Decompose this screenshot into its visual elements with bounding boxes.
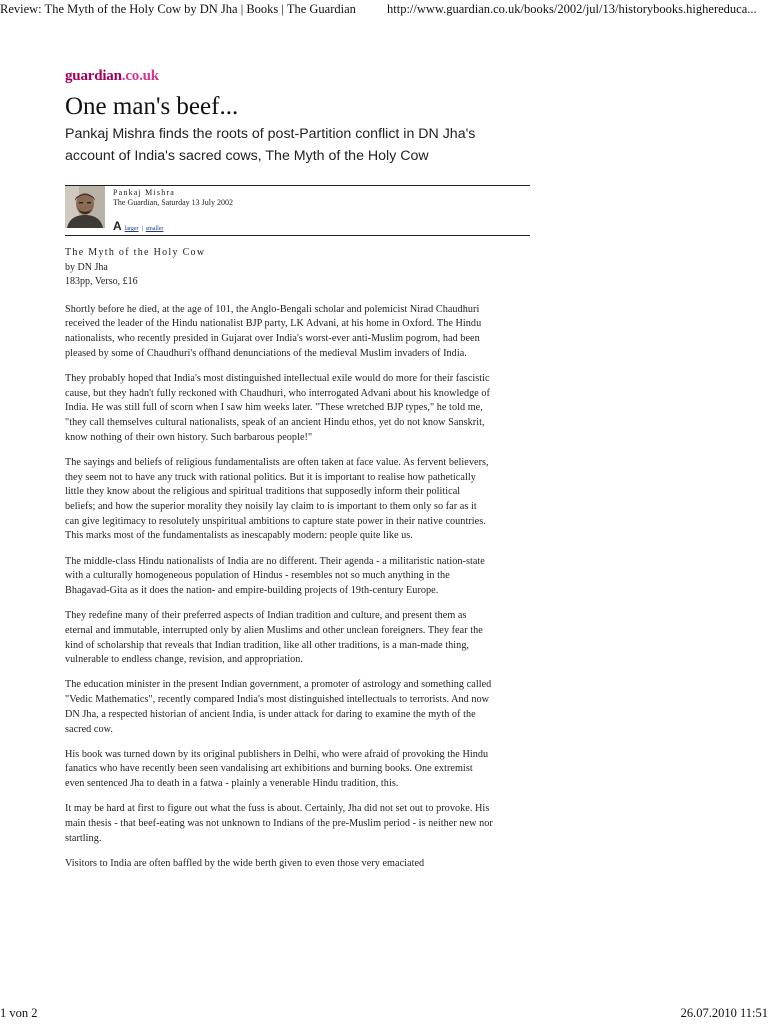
- article-paragraph: Visitors to India are often baffled by the wide berth given to even those very emaciated: [65, 858, 425, 869]
- book-info: [65, 246, 530, 290]
- article-paragraph: His book was turned down by its original publishers in Delhi, who were afraid of provoking the Hindu fanatics who have recently been seen vandalising art exhibitions and burning books. One extremist even sentenced Jha to death in a fatwa - plainly a venerable Hindu tradition, this.: [65, 748, 489, 790]
- print-footer: [0, 1004, 768, 1024]
- article-body: [65, 303, 530, 872]
- publication-date: The Guardian, Saturday 13 July 2002: [113, 198, 233, 207]
- page-number: 1 von 2: [0, 1006, 38, 1020]
- font-size-icon: A: [113, 219, 122, 233]
- article-content: [65, 68, 530, 882]
- author-name[interactable]: Pankaj Mishra: [113, 188, 176, 197]
- larger-text-link[interactable]: larger: [124, 226, 139, 232]
- article-paragraph: The middle-class Hindu nationalists of India are no different. Their agenda - a militaristic nation-state with a culturally homogeneous population of Hindus - resembles not so much anything in the Bhagavad-Gita as it does the nation- and empire-building projects of 19th-century Europe.: [65, 555, 485, 596]
- article-paragraph: The sayings and beliefs of religious fundamentalists are often taken at face value. As fervent believers, they seem not to have any truck with rational politics. But it is important to realise how pathetically little they know about the religious and spiritual traditions that supposedly inform their political beliefs; and how the superior morality they noisily lay claim to is important to them only so far as it can give legitimacy to resolutely unspiritual ambitions to capture state power in their native countries. This marks most of the fundamentalists as inescapably modern: people quite like us.: [65, 456, 489, 542]
- article-paragraph: They probably hoped that India's most distinguished intellectual exile would do more for their fascistic cause, but they hadn't fully reckoned with Chaudhuri, who interrogated Advani about his knowledge of India. He was still full of scorn when I saw him weeks later. "These wretched BJP types," he told me, "they call themselves cultural nationalists, speak of an ancient Hindu ethos, yet do not know Sanskrit, know nothing of their own history. Such barbarous people!": [65, 372, 490, 443]
- smaller-text-link[interactable]: smaller: [145, 226, 164, 232]
- article-paragraph: The education minister in the present Indian government, a promoter of astrology and something called "Vedic Mathematics", recently compared India's most distinguished intellectuals to terrorists. And now DN Jha, a respected historian of ancient India, is under attack for daring to examine the myth of the sacred cow.: [65, 679, 492, 735]
- article-standfirst: Pankaj Mishra finds the roots of post-Partition conflict in DN Jha's account of India's sacred cows, The Myth of the Holy Cow: [65, 126, 476, 164]
- print-header: [0, 0, 768, 20]
- book-author: by DN Jha: [65, 261, 108, 273]
- font-tools-separator: |: [141, 226, 143, 232]
- article-paragraph: Shortly before he died, at the age of 101, the Anglo-Bengali scholar and polemicist Nirad Chaudhuri received the leader of the Hindu nationalist BJP party, LK Advani, at his home in Oxford. The Hindu nationalists, who recently presided in Gujarat over India's worst-ever anti-Muslim pogrom, had been pleased by some of Chaudhuri's offhand denunciations of the medieval Muslim invaders of India.: [65, 303, 482, 359]
- font-size-tools: [113, 220, 163, 232]
- article-paragraph: They redefine many of their preferred aspects of Indian tradition and culture, and present them as eternal and immutable, interrupted only by alien Muslims and other unclean foreigners. They fear the kind of scholarship that reveals that Indian tradition, like all other traditions, is a man-made thing, vulnerable to endless change, revision, and appropriation.: [65, 610, 483, 666]
- guardian-logo[interactable]: guardian.co.uk: [65, 68, 159, 84]
- article-headline: One man's beef...: [65, 93, 239, 120]
- book-title: The Myth of the Holy Cow: [65, 247, 206, 258]
- author-photo: [65, 186, 105, 228]
- print-datetime: 26.07.2010 11:51: [680, 1006, 768, 1020]
- book-details: 183pp, Verso, £16: [65, 276, 138, 287]
- article-paragraph: It may be hard at first to figure out what the fuss is about. Certainly, Jha did not set out to provoke. His main thesis - that beef-eating was not unknown to Indians of the pre-Muslim period - is neither new nor startling.: [65, 803, 493, 844]
- byline-box: [65, 185, 530, 236]
- print-page-title: Review: The Myth of the Holy Cow by DN Jha | Books | The Guardian: [0, 2, 356, 16]
- byline: [113, 188, 233, 208]
- print-page-url: http://www.guardian.co.uk/books/2002/jul/13/historybooks.highereduca...: [387, 2, 757, 16]
